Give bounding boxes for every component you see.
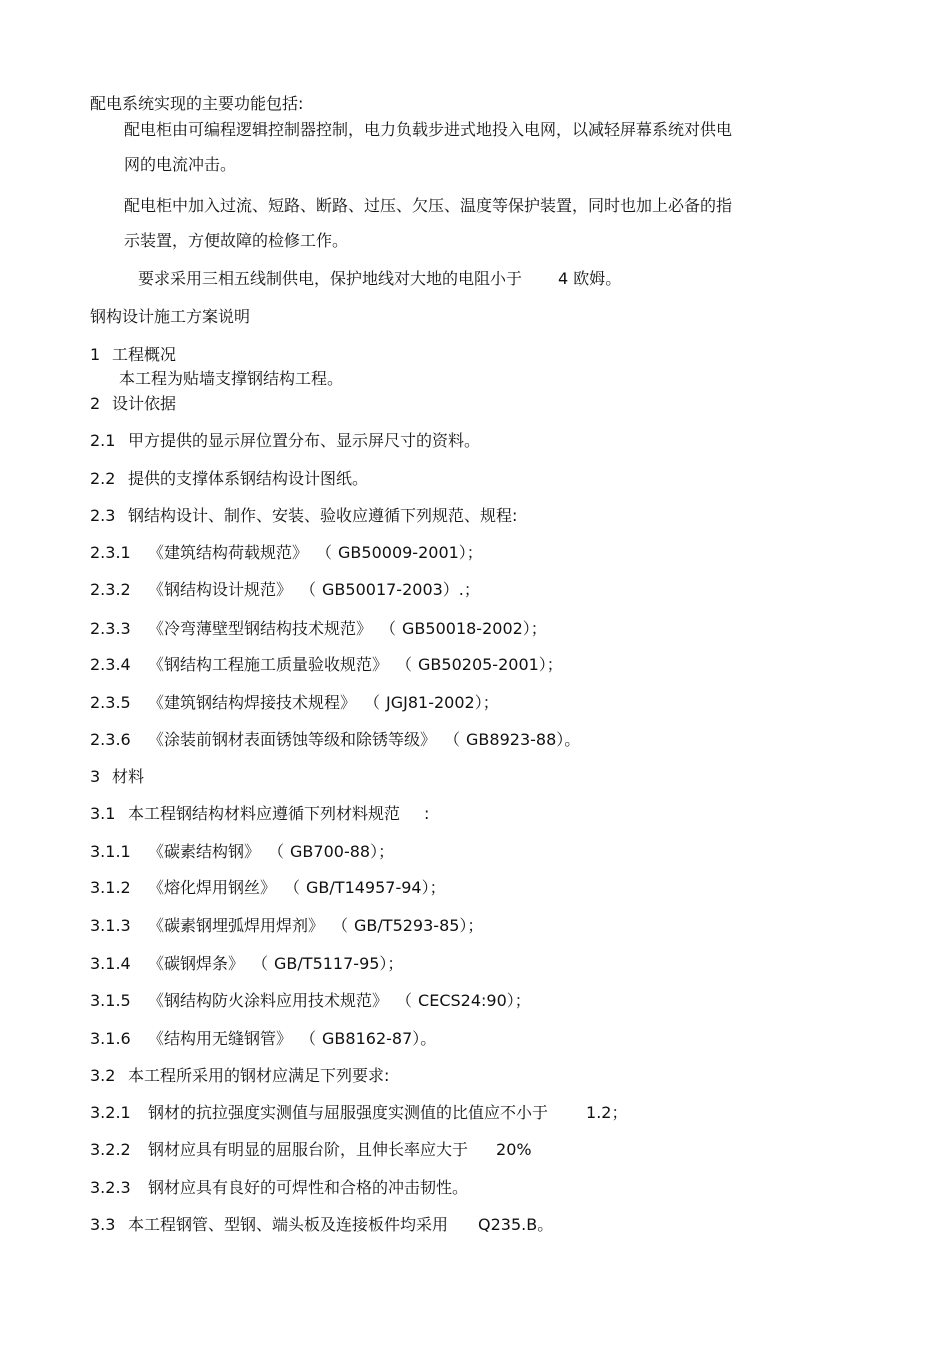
req-value: 20% bbox=[496, 1140, 532, 1159]
standard-tail: ）。 bbox=[556, 730, 581, 749]
standard-tail: ）。 bbox=[412, 1029, 437, 1048]
standard-3-1-3 bbox=[90, 916, 483, 936]
intro-para2-line2: 示装置，方便故障的检修工作。 bbox=[124, 231, 349, 250]
standard-open: （ bbox=[380, 619, 397, 638]
standard-name: 《碳素结构钢》 bbox=[148, 842, 261, 861]
document-title: 钢构设计施工方案说明 bbox=[90, 307, 251, 326]
item-text: 提供的支撑体系钢结构设计图纸。 bbox=[128, 469, 369, 488]
section-number: 3 bbox=[90, 767, 101, 786]
item-number: 3.1.4 bbox=[90, 954, 131, 973]
standard-code: JGJ81-2002 bbox=[386, 693, 475, 712]
item-number: 3.2.1 bbox=[90, 1103, 131, 1122]
req-3-2-3 bbox=[90, 1178, 468, 1198]
standard-name: 《钢结构工程施工质量验收规范》 bbox=[148, 655, 389, 674]
standard-open: （ bbox=[444, 730, 461, 749]
item-number: 2.3.4 bbox=[90, 655, 131, 674]
intro-para1-line1: 配电柜由可编程逻辑控制器控制，电力负载步进式地投入电网，以减轻屏幕系统对供电 bbox=[124, 120, 733, 139]
intro-para3 bbox=[138, 269, 621, 289]
item-text: 甲方提供的显示屏位置分布、显示屏尺寸的资料。 bbox=[128, 431, 481, 450]
standard-tail: ）； bbox=[506, 991, 531, 1010]
item-number: 2.3.3 bbox=[90, 619, 131, 638]
standard-open: （ bbox=[300, 580, 317, 599]
item-number: 3.1.5 bbox=[90, 991, 131, 1010]
item-3-3 bbox=[90, 1215, 553, 1235]
standard-code: GB/T5117-95 bbox=[274, 954, 380, 973]
standard-code: GB/T5293-85 bbox=[354, 916, 460, 935]
standard-3-1-6 bbox=[90, 1029, 436, 1049]
item-number: 3.1.1 bbox=[90, 842, 131, 861]
req-text: 钢材应具有良好的可焊性和合格的冲击韧性。 bbox=[148, 1178, 469, 1197]
item-number: 3.2.3 bbox=[90, 1178, 131, 1197]
intro-para2-line1: 配电柜中加入过流、短路、断路、过压、欠压、温度等保护装置，同时也加上必备的指 bbox=[124, 196, 733, 215]
section-1-heading bbox=[90, 345, 176, 365]
standard-2-3-6 bbox=[90, 730, 580, 750]
standard-open: （ bbox=[252, 954, 269, 973]
section-3-heading bbox=[90, 767, 144, 787]
standard-tail: ）； bbox=[522, 619, 547, 638]
standard-2-3-2 bbox=[90, 580, 480, 600]
standard-tail: ）.； bbox=[442, 580, 480, 599]
standard-code: GB50009-2001 bbox=[338, 543, 459, 562]
standard-code: GB8162-87 bbox=[322, 1029, 413, 1048]
standard-tail: ）； bbox=[379, 954, 404, 973]
standard-code: GB50018-2002 bbox=[402, 619, 523, 638]
item-number: 3.1.3 bbox=[90, 916, 131, 935]
standard-3-1-1 bbox=[90, 842, 394, 862]
item-value: Q235.B。 bbox=[478, 1215, 554, 1234]
standard-2-3-3 bbox=[90, 619, 547, 639]
section-number: 2 bbox=[90, 394, 101, 413]
item-text: 本工程所采用的钢材应满足下列要求: bbox=[128, 1066, 390, 1085]
intro-heading: 配电系统实现的主要功能包括: bbox=[90, 94, 304, 113]
standard-name: 《碳钢焊条》 bbox=[148, 954, 245, 973]
req-value: 1.2； bbox=[586, 1103, 628, 1122]
standard-name: 《冷弯薄壁型钢结构技术规范》 bbox=[148, 619, 373, 638]
req-text: 钢材的抗拉强度实测值与屈服强度实测值的比值应不小于 bbox=[148, 1103, 549, 1122]
item-colon: : bbox=[424, 804, 430, 823]
standard-open: （ bbox=[300, 1029, 317, 1048]
standard-2-3-1 bbox=[90, 543, 483, 563]
standard-code: CECS24:90 bbox=[418, 991, 507, 1010]
standard-open: （ bbox=[396, 655, 413, 674]
item-text: 本工程钢结构材料应遵循下列材料规范 bbox=[128, 804, 401, 823]
item-number: 3.2.2 bbox=[90, 1140, 131, 1159]
standard-open: （ bbox=[332, 916, 349, 935]
item-3-1 bbox=[90, 804, 429, 824]
item-number: 2.2 bbox=[90, 469, 116, 488]
standard-name: 《涂装前钢材表面锈蚀等级和除锈等级》 bbox=[148, 730, 437, 749]
item-number: 3.1 bbox=[90, 804, 116, 823]
standard-code: GB700-88 bbox=[290, 842, 371, 861]
item-number: 2.3.6 bbox=[90, 730, 131, 749]
standard-open: （ bbox=[284, 878, 301, 897]
standard-tail: ）； bbox=[458, 543, 483, 562]
item-number: 2.3.2 bbox=[90, 580, 131, 599]
standard-name: 《钢结构防火涂料应用技术规范》 bbox=[148, 991, 389, 1010]
standard-open: （ bbox=[268, 842, 285, 861]
req-text: 钢材应具有明显的屈服台阶，且伸长率应大于 bbox=[148, 1140, 469, 1159]
intro-para3-value: 4 欧姆。 bbox=[558, 269, 622, 288]
standard-tail: ）； bbox=[474, 693, 499, 712]
standard-code: GB50017-2003 bbox=[322, 580, 443, 599]
section-title: 工程概况 bbox=[112, 345, 177, 364]
section-title: 材料 bbox=[112, 767, 145, 786]
standard-open: （ bbox=[364, 693, 381, 712]
standard-code: GB50205-2001 bbox=[418, 655, 539, 674]
standard-name: 《结构用无缝钢管》 bbox=[148, 1029, 293, 1048]
standard-name: 《建筑结构荷载规范》 bbox=[148, 543, 309, 562]
section-2-heading bbox=[90, 394, 176, 414]
item-3-2 bbox=[90, 1066, 389, 1086]
standard-name: 《碳素钢埋弧焊用焊剂》 bbox=[148, 916, 325, 935]
standard-name: 《建筑钢结构焊接技术规程》 bbox=[148, 693, 357, 712]
item-text: 钢结构设计、制作、安装、验收应遵循下列规范、规程: bbox=[128, 506, 518, 525]
item-2-2 bbox=[90, 469, 368, 489]
item-text: 本工程钢管、型钢、端头板及连接板件均采用 bbox=[128, 1215, 449, 1234]
standard-open: （ bbox=[396, 991, 413, 1010]
req-3-2-1 bbox=[90, 1103, 627, 1123]
item-number: 2.3.5 bbox=[90, 693, 131, 712]
standard-2-3-5 bbox=[90, 693, 499, 713]
intro-para3-text: 要求采用三相五线制供电，保护地线对大地的电阻小于 bbox=[138, 269, 523, 288]
standard-open: （ bbox=[316, 543, 333, 562]
item-number: 2.3 bbox=[90, 506, 116, 525]
item-number: 3.2 bbox=[90, 1066, 116, 1085]
standard-name: 《熔化焊用钢丝》 bbox=[148, 878, 277, 897]
standard-tail: ）； bbox=[370, 842, 395, 861]
standard-tail: ）； bbox=[538, 655, 563, 674]
req-3-2-2 bbox=[90, 1140, 532, 1160]
standard-code: GB/T14957-94 bbox=[306, 878, 422, 897]
standard-code: GB8923-88 bbox=[466, 730, 557, 749]
standard-3-1-4 bbox=[90, 954, 403, 974]
standard-tail: ）； bbox=[421, 878, 446, 897]
item-number: 3.1.2 bbox=[90, 878, 131, 897]
item-2-1 bbox=[90, 431, 480, 451]
item-number: 2.1 bbox=[90, 431, 116, 450]
item-number: 3.1.6 bbox=[90, 1029, 131, 1048]
intro-para1-line2: 网的电流冲击。 bbox=[124, 155, 237, 174]
standard-name: 《钢结构设计规范》 bbox=[148, 580, 293, 599]
item-number: 2.3.1 bbox=[90, 543, 131, 562]
standard-3-1-2 bbox=[90, 878, 446, 898]
standard-2-3-4 bbox=[90, 655, 563, 675]
standard-3-1-5 bbox=[90, 991, 531, 1011]
section-1-body: 本工程为贴墙支撑钢结构工程。 bbox=[119, 369, 344, 388]
section-number: 1 bbox=[90, 345, 101, 364]
item-number: 3.3 bbox=[90, 1215, 116, 1234]
standard-tail: ）； bbox=[459, 916, 484, 935]
item-2-3 bbox=[90, 506, 517, 526]
section-title: 设计依据 bbox=[112, 394, 177, 413]
